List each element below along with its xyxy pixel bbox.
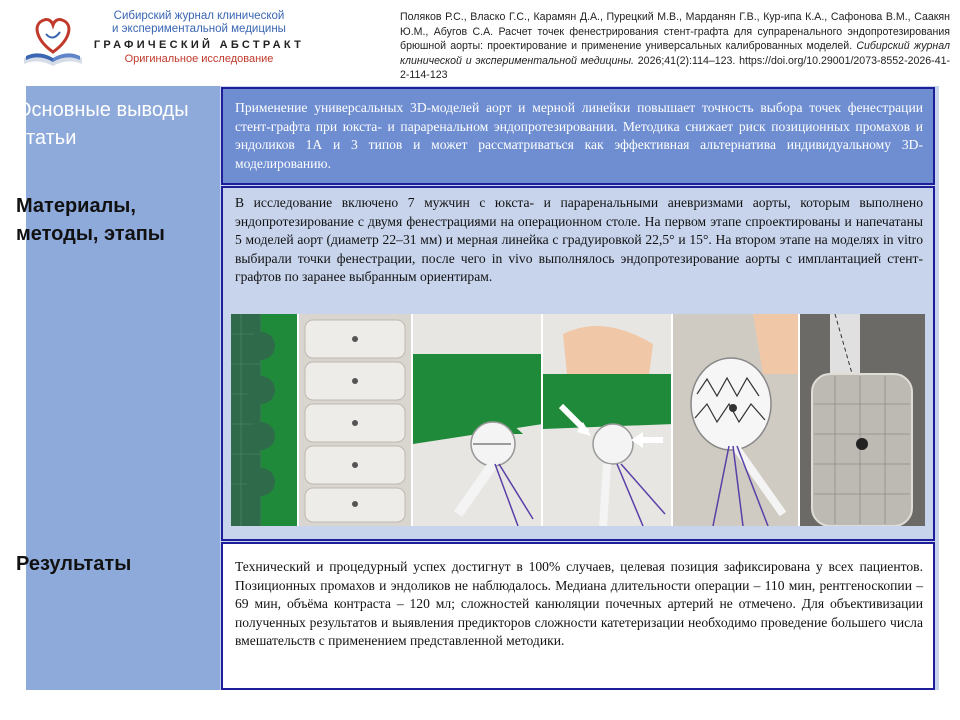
fenestration-marking-photo xyxy=(543,314,673,526)
ruler-on-graft-photo xyxy=(413,314,543,526)
citation-authors-title: Поляков Р.С., Власко Г.С., Карамян Д.А., Пурецкий М.В., Марданян Г.В., Кур-ипа К.А., Сафонова В.М., Саакян Ю.М., Абугов С.А. Расчет точек фенестрирования стент-графта для супраренального эндопротезирования брюшной аорты: проектирование и применение универсальных калиброванных моделей. xyxy=(400,11,950,53)
graft-in-model-photo xyxy=(800,314,925,526)
left-column xyxy=(26,86,220,690)
journal-block xyxy=(92,10,306,66)
conclusions-text: Применение универсальных 3D-моделей аорт и мерной линейки повышает точность выбора точек фенестрации стент-графта при юкста- и параренальном эндопротезировании. Методика снижает риск позиционных промахов и эндоликов 1А и 3 типов и может рассматриваться как эффективная альтернатива индивидуальному 3D-моделированию. xyxy=(235,100,923,171)
section-label-conclusions: Основные выводы статьи xyxy=(16,99,189,149)
conclusions-box xyxy=(221,87,935,185)
results-text: Технический и процедурный успех достигнут в 100% случаев, целевая позиция зафиксирована у всех пациентов. Позиционных промахов и эндоликов не наблюдалось. Медиана длительности операции – 110 мин, рентгеноскопии – 69 мин, объёма контраста – 120 мл; сложностей канюляции почечных артерий не отмечено. Для объективизации полученных результатов и выявления предикторов сложности катетеризации необходимо проведение большего числа вмешательств с применением представленной методики. xyxy=(235,559,923,649)
journal-name xyxy=(92,10,306,36)
green-ruler-photo xyxy=(231,314,299,526)
section-label-methods: Материалы, методы, этапы xyxy=(16,195,165,245)
journal-name-line1: Сибирский журнал клинической xyxy=(113,10,285,22)
journal-name-line2: и экспериментальной медицины xyxy=(112,23,286,35)
graphic-abstract-title: ГРАФИЧЕСКИЙ АБСТРАКТ xyxy=(93,39,305,51)
journal-logo xyxy=(16,12,90,70)
citation xyxy=(400,10,950,83)
article-type: Оригинальное исследование xyxy=(124,53,274,65)
section-label-results: Результаты xyxy=(16,553,132,575)
citation-issue-doi[interactable]: 2026;41(2):114–123. https://doi.org/10.29001/2073-8552-2026-41-2-114-123 xyxy=(400,54,951,82)
results-box xyxy=(221,542,935,690)
marked-graft-photo xyxy=(673,314,800,526)
aorta-models-photo xyxy=(299,314,413,526)
methods-text: В исследование включено 7 мужчин с юкста- и параренальными аневризмами аорты, которым выполнено эндопротезирование с двумя фенестрациями на операционном столе. На первом этапе спроектированы и напечатаны 5 моделей аорт (диаметр 22–31 мм) и мерная линейка с градуировкой 22,5° и 15°. На втором этапе на моделях in vitro выбирали точки фенестрации, после чего in vivo выполнялось эндопротезирование аорты с имплантацией стент-графтов по заранее выбранным ориентирам. xyxy=(235,195,923,285)
citation-journal: Сибирский журнал клинической и экспериментальной медицины. xyxy=(400,40,951,67)
